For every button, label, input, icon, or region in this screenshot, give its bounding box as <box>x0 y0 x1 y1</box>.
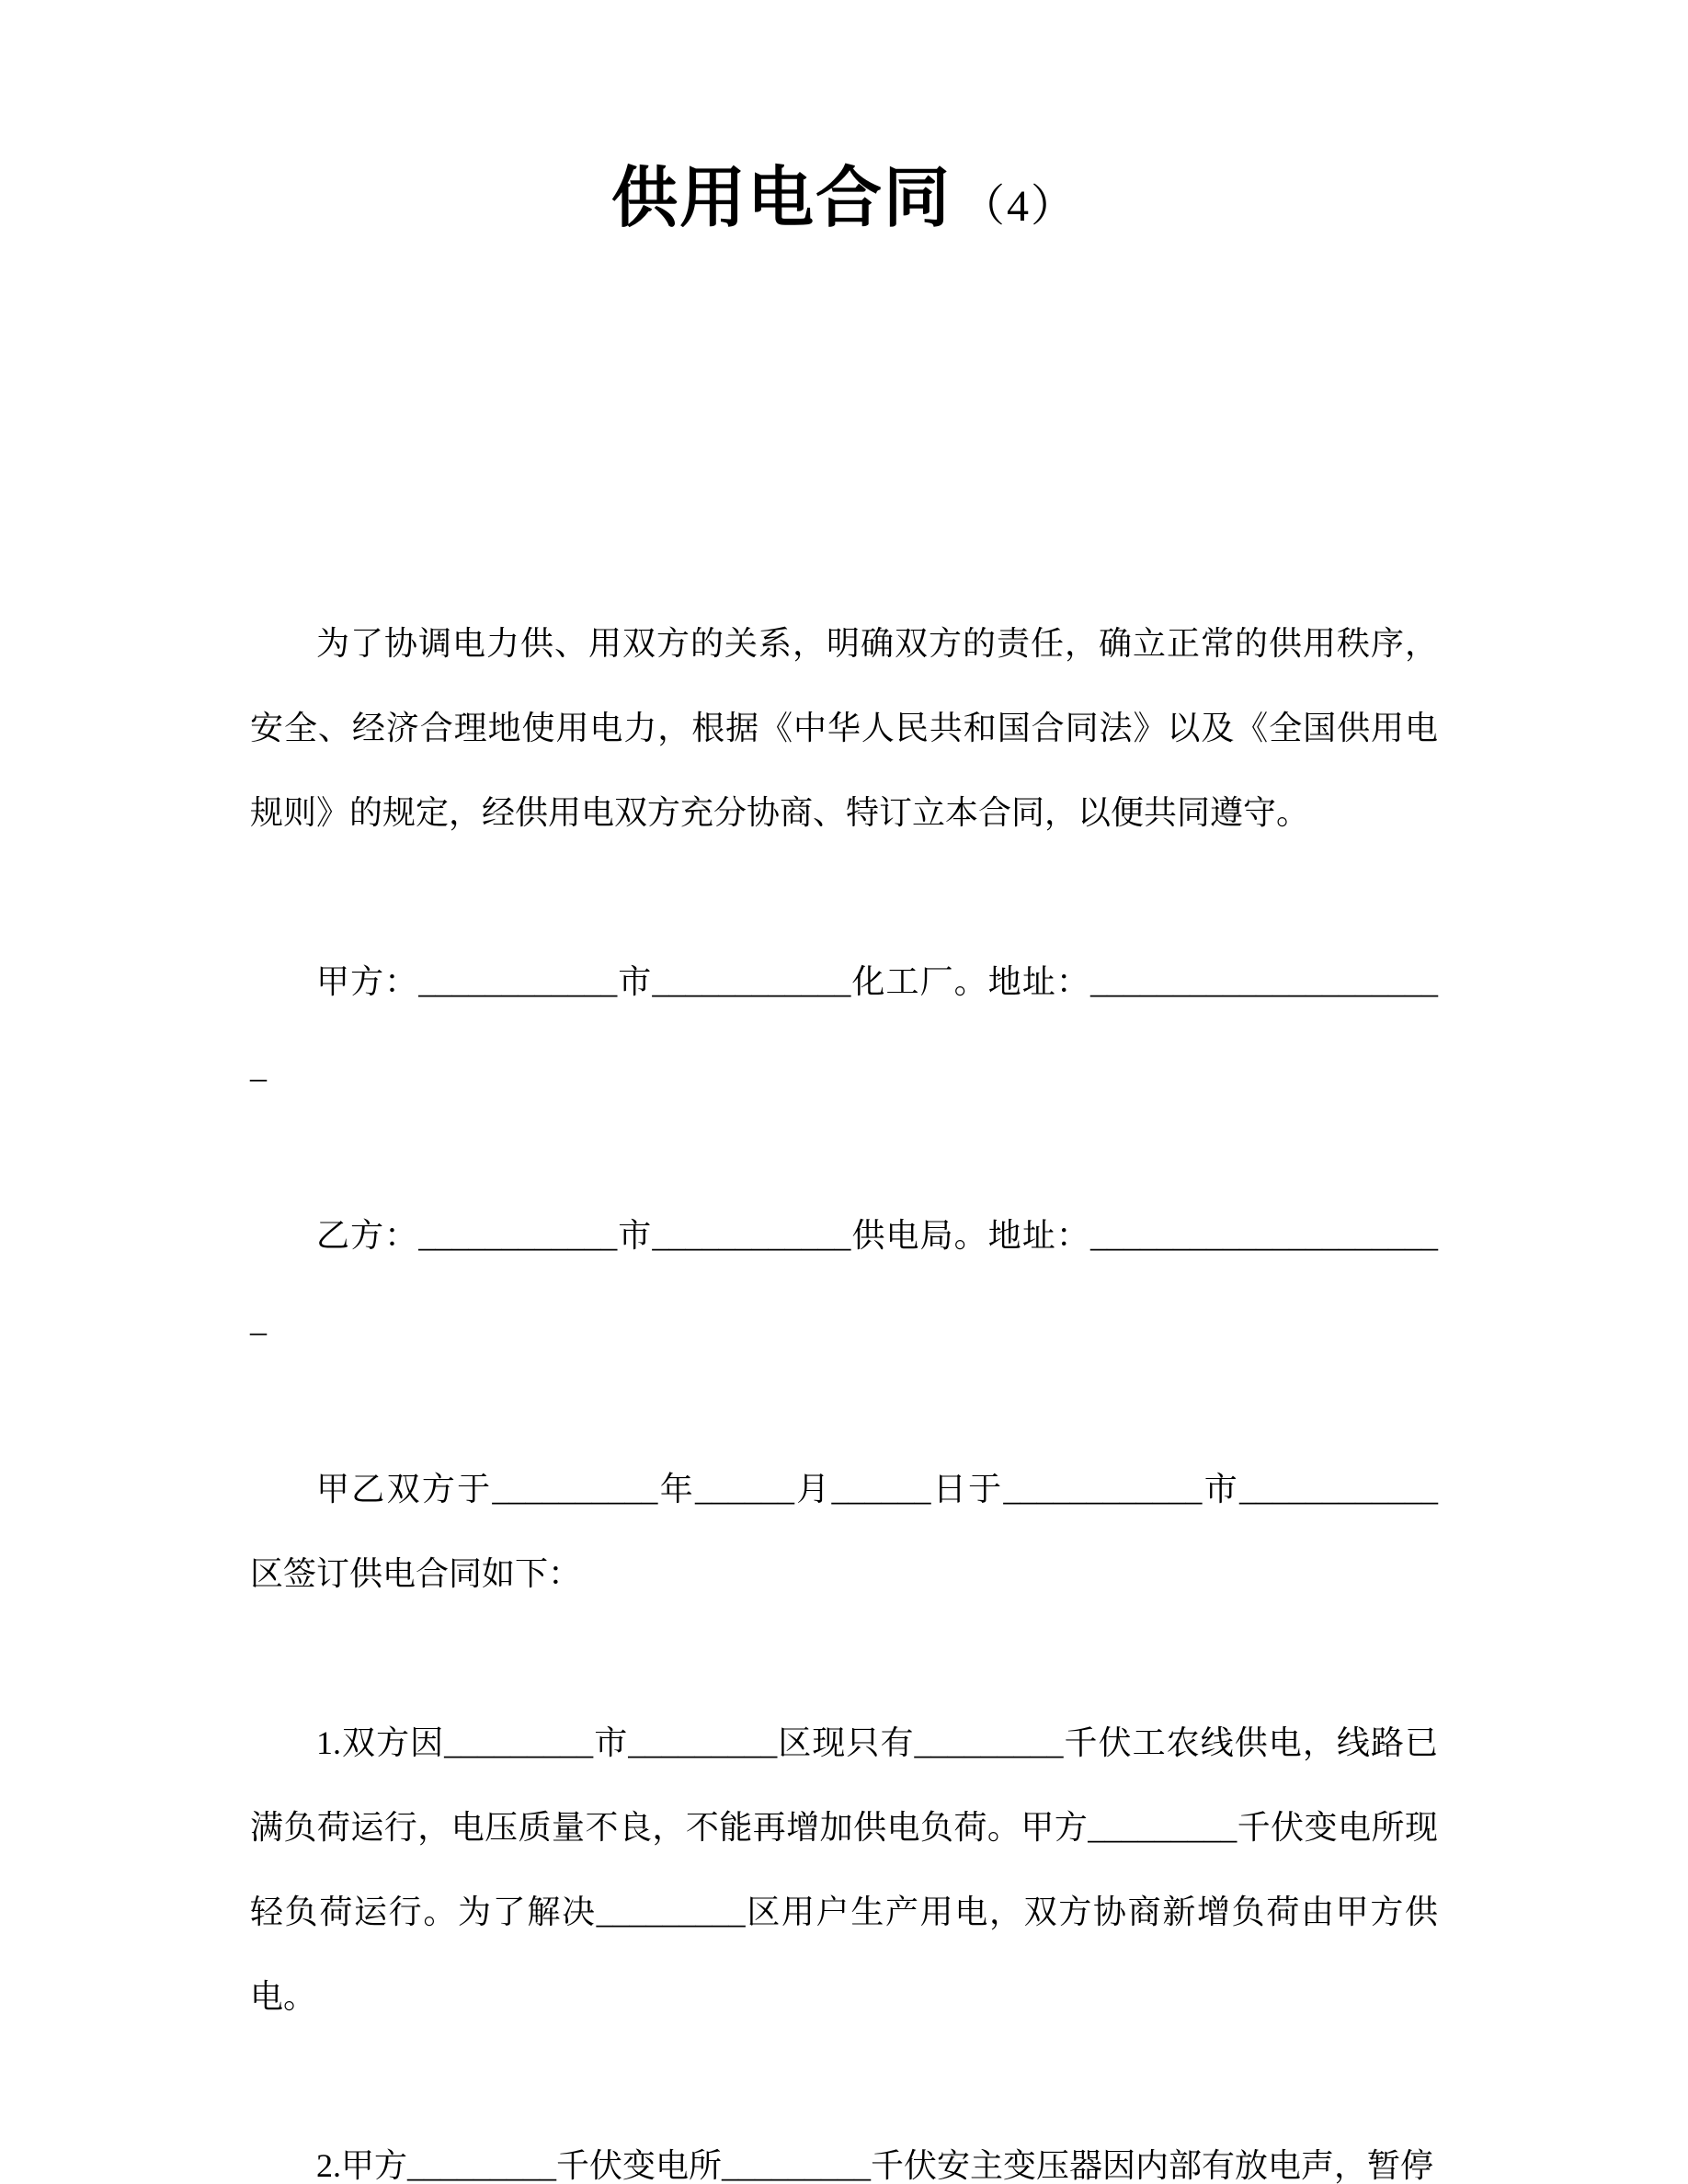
party-a-line: 甲方：____________市____________化工厂。地址：______________________ <box>250 963 1438 1085</box>
party-b-line: 乙方：____________市____________供电局。地址：______________________ <box>250 1217 1438 1338</box>
clause-1-paragraph: 1.双方因_________市_________区现只有_________千伏工农线供电，线路已满负荷运行，电压质量不良，不能再增加供电负荷。甲方_________千伏变电所现轻负荷运行。为了解决_________区用户生产用电，双方协商新增负荷由甲方供电。 <box>250 1724 1438 2015</box>
clause-2-paragraph: 2.甲方_________千伏变电所_________千伏安主变压器因内部有放电声，暂停 <box>316 2147 1434 2184</box>
document-title-number: （4） <box>961 182 1078 231</box>
document-title-text: 供用电合同 <box>610 159 952 236</box>
document-title <box>250 156 1438 248</box>
intro-paragraph: 为了协调电力供、用双方的关系，明确双方的责任，确立正常的供用秩序，安全、经济合理地使用电力，根据《中华人民共和国合同法》以及《全国供用电规则》的规定，经供用电双方充分协商、特订立本合同，以便共同遵守。 <box>250 625 1438 831</box>
signing-info-paragraph: 甲乙双方于__________年______月______日于____________市____________区签订供电合同如下： <box>250 1471 1438 1592</box>
document-body <box>250 601 1438 2184</box>
